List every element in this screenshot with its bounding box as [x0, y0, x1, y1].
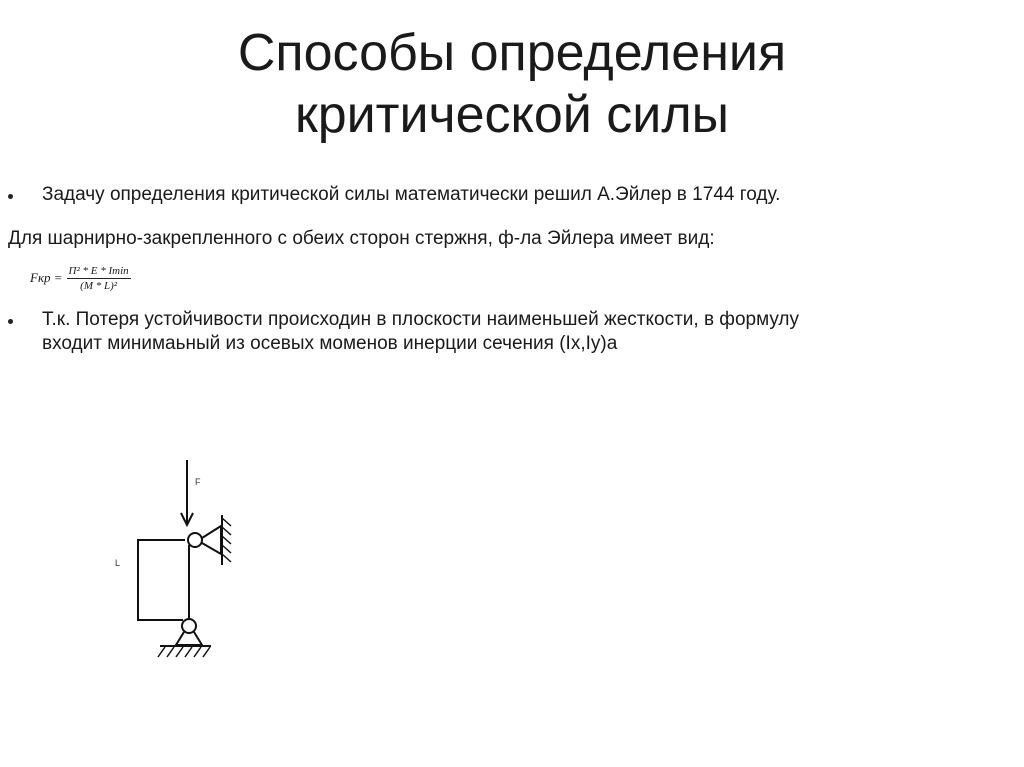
- force-label: F: [195, 477, 201, 487]
- bullet-2-line-1: Т.к. Потеря устойчивости происходин в плоскости наименьшей жесткости, в формулу: [42, 309, 800, 330]
- formula-fraction: [67, 264, 131, 293]
- bullet-1-text: Задачу определения критической силы математически решил А.Эйлер в 1744 году.: [42, 184, 781, 205]
- formula-intro-text: Для шарнирно-закрепленного с обеих сторон стержня, ф-ла Эйлера имеет вид:: [8, 228, 715, 249]
- bullet-icon: [8, 319, 13, 324]
- formula-lhs: Fкр =: [30, 270, 63, 285]
- ground-hatch: [158, 647, 210, 657]
- length-label: L: [115, 558, 121, 568]
- top-hinge-icon: [188, 533, 202, 547]
- top-support-icon: [202, 526, 221, 554]
- top-wall-hatch: [222, 518, 231, 562]
- slide-title: [0, 22, 1024, 146]
- title-line-2: критической силы: [294, 86, 730, 144]
- bullet-2-line-2: входит минимаьный из осевых моменов инерции сечения (Ix,Iy)а: [42, 333, 618, 354]
- length-dimension-line: [138, 540, 185, 620]
- formula-denominator: (M * L)²: [80, 279, 118, 292]
- bottom-hinge-icon: [182, 619, 196, 633]
- bullet-icon: [8, 194, 13, 199]
- column-diagram: [105, 455, 245, 665]
- formula-numerator: Π² * E * Imin: [68, 264, 129, 277]
- euler-formula: [30, 260, 131, 296]
- title-line-1: Способы определения: [237, 24, 787, 82]
